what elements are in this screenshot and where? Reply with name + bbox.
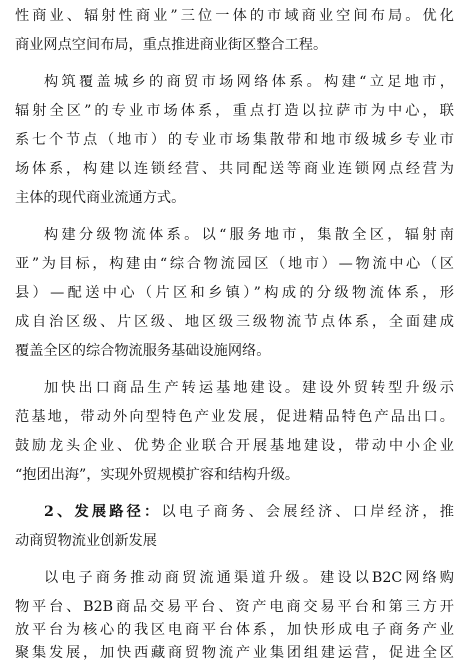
- section-heading-line: 2、发展路径：以电子商务、会展经济、口岸经济，推: [44, 504, 454, 520]
- text-line: 鼓励龙头企业、优势企业联合开展基地建设，带动中小企业: [15, 438, 454, 454]
- paragraph-heading-line: 构筑覆盖城乡的商贸市场网络体系。构建“立足地市，: [44, 74, 454, 90]
- text-line: 辐射全区”的专业市场体系，重点打造以拉萨市为中心，联: [15, 103, 454, 119]
- text-line: 场体系，构建以连锁经营、共同配送等商业连锁网点经营为: [15, 161, 454, 177]
- section-heading-label: 2、发展路径：: [44, 504, 162, 520]
- text-line: 性商业、辐射性商业”三位一体的市域商业空间布局。优化: [15, 8, 454, 24]
- text-line: 系七个节点（地市）的专业市场集散带和地市级城乡专业市: [15, 132, 454, 148]
- paragraph-heading-line: 以电子商务推动商贸流通渠道升级。建设以B2C网络购: [44, 570, 454, 586]
- text-line: 覆盖全区的综合物流服务基础设施网络。: [15, 343, 271, 359]
- text-line: 动商贸物流业创新发展: [15, 533, 157, 549]
- text-line: 物平台、B2B商品交易平台、资产电商交易平台和第三方开: [15, 599, 454, 615]
- paragraph-heading-line: 构建分级物流体系。以“服务地市，集散全区，辐射南: [44, 227, 454, 243]
- text-line: 主体的现代商业流通方式。: [15, 190, 186, 206]
- paragraph-heading-line: 加快出口商品生产转运基地建设。建设外贸转型升级示: [44, 380, 454, 396]
- text-line: 聚集发展，加快西藏商贸物流产业集团组建运营，促进全区: [15, 645, 454, 661]
- text-line: 县）—配送中心（片区和乡镇）”构成的分级物流体系，形: [15, 285, 454, 301]
- text-line: 亚”为目标，构建由“综合物流园区（地市）—物流中心（区: [15, 256, 454, 272]
- text-line: 范基地，带动外向型特色产业发展，促进精品特色产品出口。: [15, 409, 454, 425]
- text-line: “抱团出海”，实现外贸规模扩容和结构升级。: [15, 467, 300, 483]
- text-line: 商业网点空间布局，重点推进商业街区整合工程。: [15, 37, 328, 53]
- text-line: 成自治区级、片区级、地区级三级物流节点体系，全面建成: [15, 314, 454, 330]
- text-line: 放平台为核心的我区电商平台体系，加快形成电子商务产业: [15, 622, 454, 638]
